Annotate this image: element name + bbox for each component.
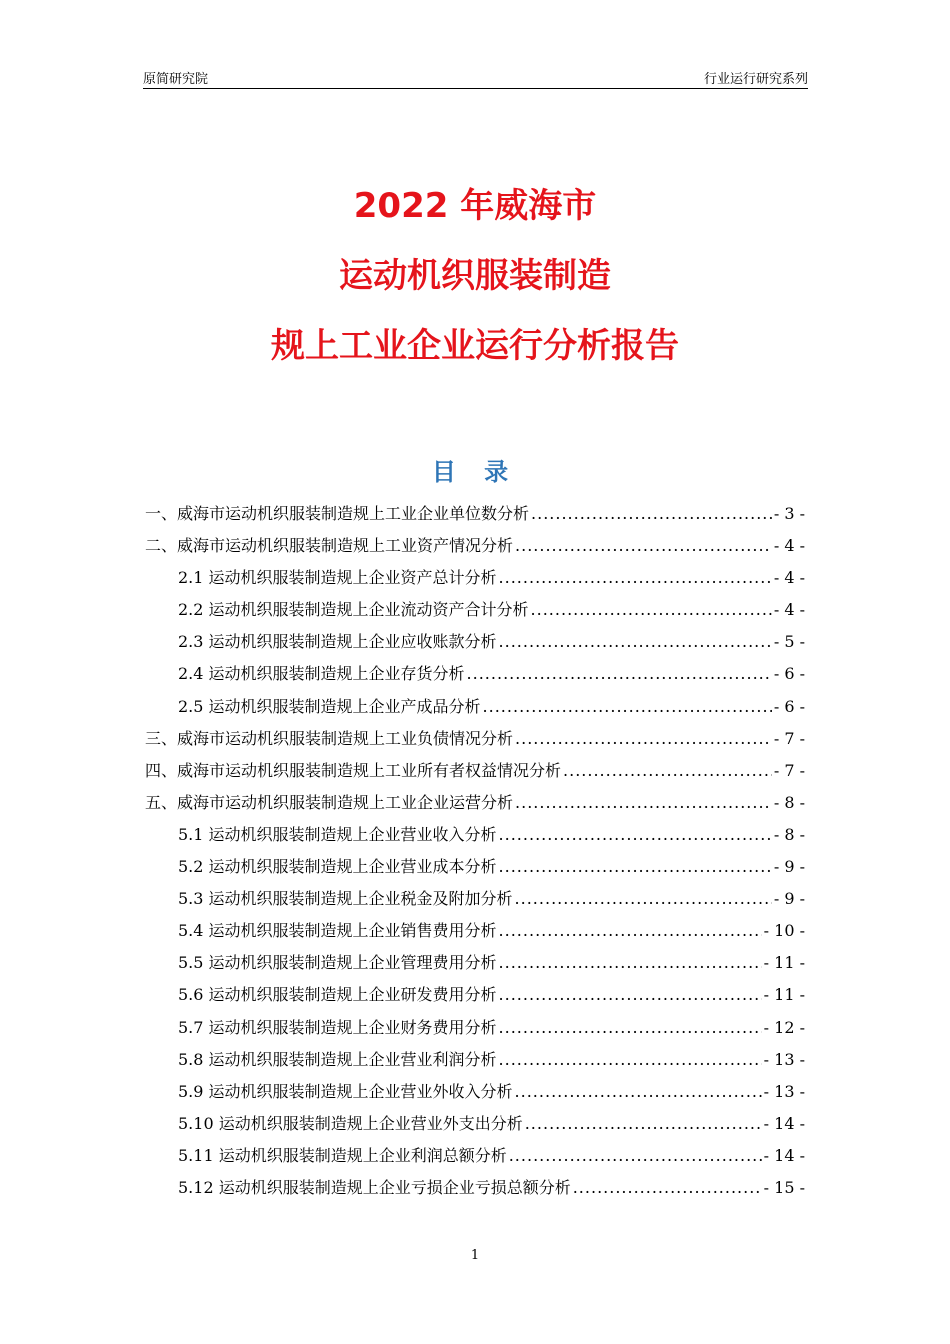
- toc-entry-label: 一、威海市运动机织服装制造规上工业企业单位数分析: [145, 504, 530, 523]
- toc-entry-page: - 9 -: [773, 889, 805, 909]
- toc-entry-label: 5.3 运动机织服装制造规上企业税金及附加分析: [178, 889, 513, 909]
- toc-entry[interactable]: [145, 1078, 805, 1110]
- toc-entry[interactable]: [145, 981, 805, 1013]
- toc-entry-label: 2.5 运动机织服装制造规上企业产成品分析: [178, 696, 481, 716]
- toc-entry[interactable]: [145, 628, 805, 660]
- toc-dot-leader: [509, 1142, 762, 1170]
- toc-entry[interactable]: [145, 1142, 805, 1174]
- toc-entry-page: - 11 -: [763, 953, 805, 973]
- table-of-contents: [145, 500, 805, 1206]
- toc-entry[interactable]: [145, 500, 805, 532]
- toc-dot-leader: [515, 532, 772, 560]
- toc-entry[interactable]: [145, 1174, 805, 1206]
- toc-entry-page: - 6 -: [773, 696, 805, 716]
- toc-dot-leader: [499, 628, 772, 656]
- toc-dot-leader: [515, 885, 772, 913]
- toc-entry-label: 5.8 运动机织服装制造规上企业营业利润分析: [178, 1049, 497, 1069]
- toc-entry[interactable]: [145, 853, 805, 885]
- toc-entry-page: - 7 -: [773, 760, 805, 780]
- title-line-2: 运动机织服装制造: [339, 256, 611, 296]
- toc-entry[interactable]: [145, 789, 805, 821]
- toc-dot-leader: [515, 1078, 762, 1106]
- toc-dot-leader: [467, 660, 772, 688]
- toc-entry-page: - 4 -: [773, 568, 805, 588]
- header-series-name: 行业运行研究系列: [703, 72, 808, 87]
- toc-entry-page: - 7 -: [773, 728, 805, 748]
- toc-entry-label: 5.2 运动机织服装制造规上企业营业成本分析: [178, 857, 497, 877]
- toc-entry-page: - 4 -: [773, 600, 805, 620]
- toc-heading: 目 录: [431, 458, 519, 486]
- toc-dot-leader: [515, 725, 772, 753]
- toc-entry-label: 五、威海市运动机织服装制造规上工业企业运营分析: [145, 792, 514, 812]
- toc-entry-label: 四、威海市运动机织服装制造规上工业所有者权益情况分析: [145, 760, 562, 780]
- toc-dot-leader: [499, 1014, 762, 1042]
- toc-entry-label: 三、威海市运动机织服装制造规上工业负债情况分析: [145, 728, 514, 748]
- toc-entry[interactable]: [145, 564, 805, 596]
- toc-entry-page: - 6 -: [773, 664, 805, 684]
- toc-dot-leader: [563, 757, 772, 785]
- toc-entry[interactable]: [145, 725, 805, 757]
- toc-dot-leader: [525, 1110, 762, 1138]
- toc-entry[interactable]: [145, 660, 805, 692]
- toc-dot-leader: [499, 821, 772, 849]
- toc-entry[interactable]: [145, 821, 805, 853]
- toc-entry-page: - 13 -: [763, 1049, 805, 1069]
- toc-entry-page: - 5 -: [773, 632, 805, 652]
- toc-entry-page: - 13 -: [763, 1081, 805, 1101]
- toc-entry-label: 5.6 运动机织服装制造规上企业研发费用分析: [178, 985, 497, 1005]
- toc-entry[interactable]: [145, 917, 805, 949]
- page-number: 1: [470, 1248, 480, 1263]
- toc-entry-page: - 11 -: [763, 985, 805, 1005]
- toc-entry-page: - 8 -: [773, 792, 805, 812]
- toc-entry-label: 5.7 运动机织服装制造规上企业财务费用分析: [178, 1017, 497, 1037]
- toc-dot-leader: [499, 564, 772, 592]
- toc-entry-label: 5.5 运动机织服装制造规上企业管理费用分析: [178, 953, 497, 973]
- toc-dot-leader: [531, 596, 772, 624]
- toc-entry[interactable]: [145, 596, 805, 628]
- toc-entry-page: - 10 -: [763, 921, 805, 941]
- toc-entry-page: - 3 -: [773, 504, 805, 523]
- toc-entry-page: - 12 -: [763, 1017, 805, 1037]
- toc-dot-leader: [483, 693, 772, 721]
- toc-entry[interactable]: [145, 757, 805, 789]
- toc-entry-label: 二、威海市运动机织服装制造规上工业资产情况分析: [145, 536, 514, 556]
- report-title: [0, 176, 950, 386]
- title-line-1: 2022 年威海市: [353, 186, 597, 226]
- toc-entry-page: - 4 -: [773, 536, 805, 556]
- toc-entry[interactable]: [145, 532, 805, 564]
- toc-dot-leader: [515, 789, 772, 817]
- toc-entry-label: 2.3 运动机织服装制造规上企业应收账款分析: [178, 632, 497, 652]
- toc-entry-label: 5.12 运动机织服装制造规上企业亏损企业亏损总额分析: [178, 1177, 571, 1197]
- toc-dot-leader: [499, 853, 772, 881]
- toc-entry-page: - 15 -: [763, 1177, 805, 1197]
- toc-entry-label: 2.1 运动机织服装制造规上企业资产总计分析: [178, 568, 497, 588]
- page-header: [143, 66, 808, 89]
- toc-entry-page: - 9 -: [773, 857, 805, 877]
- toc-dot-leader: [531, 500, 772, 528]
- title-line-3: 规上工业企业运行分析报告: [271, 326, 679, 366]
- toc-entry[interactable]: [145, 885, 805, 917]
- toc-entry-label: 2.4 运动机织服装制造规上企业存货分析: [178, 664, 465, 684]
- toc-entry-label: 2.2 运动机织服装制造规上企业流动资产合计分析: [178, 600, 529, 620]
- toc-dot-leader: [499, 1046, 762, 1074]
- toc-entry-page: - 14 -: [763, 1113, 805, 1133]
- toc-entry[interactable]: [145, 1046, 805, 1078]
- toc-entry-label: 5.9 运动机织服装制造规上企业营业外收入分析: [178, 1081, 513, 1101]
- header-org-name: 原简研究院: [143, 72, 209, 87]
- toc-entry-page: - 8 -: [773, 824, 805, 844]
- toc-dot-leader: [573, 1174, 762, 1202]
- toc-entry-label: 5.1 运动机织服装制造规上企业营业收入分析: [178, 824, 497, 844]
- toc-entry[interactable]: [145, 949, 805, 981]
- toc-entry-page: - 14 -: [763, 1145, 805, 1165]
- toc-entry-label: 5.10 运动机织服装制造规上企业营业外支出分析: [178, 1113, 523, 1133]
- toc-entry-label: 5.11 运动机织服装制造规上企业利润总额分析: [178, 1145, 507, 1165]
- toc-entry[interactable]: [145, 1110, 805, 1142]
- toc-entry-label: 5.4 运动机织服装制造规上企业销售费用分析: [178, 921, 497, 941]
- toc-dot-leader: [499, 917, 762, 945]
- toc-entry[interactable]: [145, 693, 805, 725]
- toc-entry[interactable]: [145, 1014, 805, 1046]
- toc-dot-leader: [499, 949, 762, 977]
- toc-dot-leader: [499, 981, 762, 1009]
